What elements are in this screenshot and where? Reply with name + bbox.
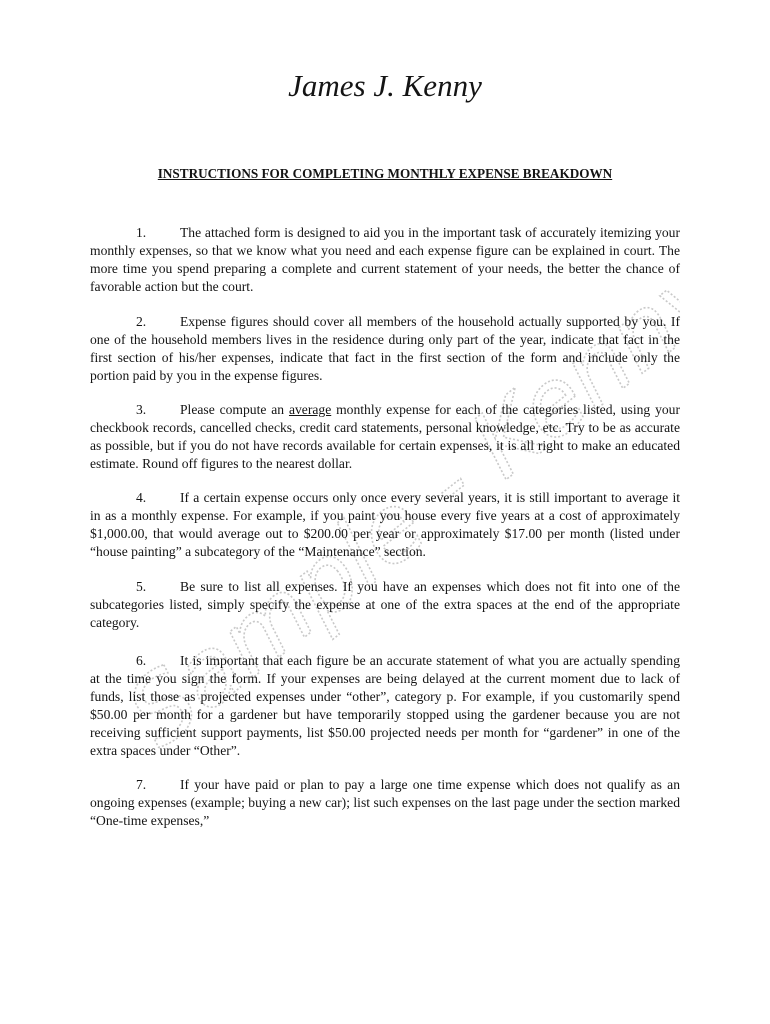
paragraph-text: The attached form is designed to aid you in the important task of accurately itemizing your monthly expenses, so that we know what you need and each expense figure can be explained in court. The more time you spend preparing a complete and current statement of your needs, the better the chance of favorable action but the court.: [90, 225, 680, 294]
emphasis-average: average: [288, 402, 332, 417]
paragraph-number: 3.: [136, 402, 147, 417]
paragraph-number: 4.: [136, 490, 147, 505]
paragraph-number: 1.: [136, 225, 147, 240]
instruction-paragraph-7: [90, 776, 680, 830]
instruction-paragraph-6: [90, 652, 680, 760]
instruction-paragraph-4: [90, 489, 680, 561]
author-name: James J. Kenny: [288, 68, 482, 103]
paragraph-text: Expense figures should cover all members of the household actually supported by you. If one of the household members lives in the residence during only part of the year, indicate that fact in the first section of his/her expenses, indicate that fact in the first section of the form and include only the portion paid by you in the expense figures.: [90, 314, 680, 383]
paragraph-text: If your have paid or plan to pay a large one time expense which does not qualify as an ongoing expenses (example; buying a new car); list such expenses on the last page under the section marked “One-time expenses,”: [90, 777, 680, 828]
instruction-paragraph-1: [90, 224, 680, 296]
paragraph-number: 7.: [136, 777, 147, 792]
watermark-text: Sample - Kenny: [120, 280, 680, 768]
instruction-paragraph-2: [90, 313, 680, 385]
instruction-paragraph-3: [90, 401, 680, 473]
paragraph-text: It is important that each figure be an accurate statement of what you are actually spending at the time you sign the form. If your expenses are being delayed at the current moment due to lack of funds, list those as projected expenses under “other”, category p. For example, if you customarily spend $50.00 per month for a gardener but have temporarily stopped using the gardener because you are not receiving sufficient support payments, list $50.00 projected needs per month for “gardener” in one of the extra spaces under “Other”.: [90, 653, 680, 758]
paragraph-text: If a certain expense occurs only once every several years, it is still important to average it in as a monthly expense. For example, if you paint you house every five years at a cost of approximately $1,000.00, that would average out to $200.00 per year or approximately $17.00 per month (listed under “house painting” a subcategory of the “Maintenance” section.: [90, 490, 680, 559]
paragraph-number: 6.: [136, 653, 147, 668]
paragraph-text: Be sure to list all expenses. If you have an expenses which does not fit into one of the subcategories listed, simply specify the expense at one of the extra spaces at the end of the appropriate category.: [90, 579, 680, 630]
instruction-paragraph-5: [90, 578, 680, 632]
paragraph-text-after: monthly expense for each of the categories listed, using your checkbook records, cancelled checks, credit card statements, personal knowledge, etc. Try to be as accurate as possible, but if you do not have records available for certain expenses, it is all right to make an educated estimate. Round off figures to the nearest dollar.: [90, 402, 680, 471]
paragraph-number: 5.: [136, 579, 147, 594]
paragraph-text-before: Please compute an: [180, 402, 289, 417]
paragraph-number: 2.: [136, 314, 147, 329]
document-heading: INSTRUCTIONS FOR COMPLETING MONTHLY EXPENSE BREAKDOWN: [157, 166, 613, 181]
